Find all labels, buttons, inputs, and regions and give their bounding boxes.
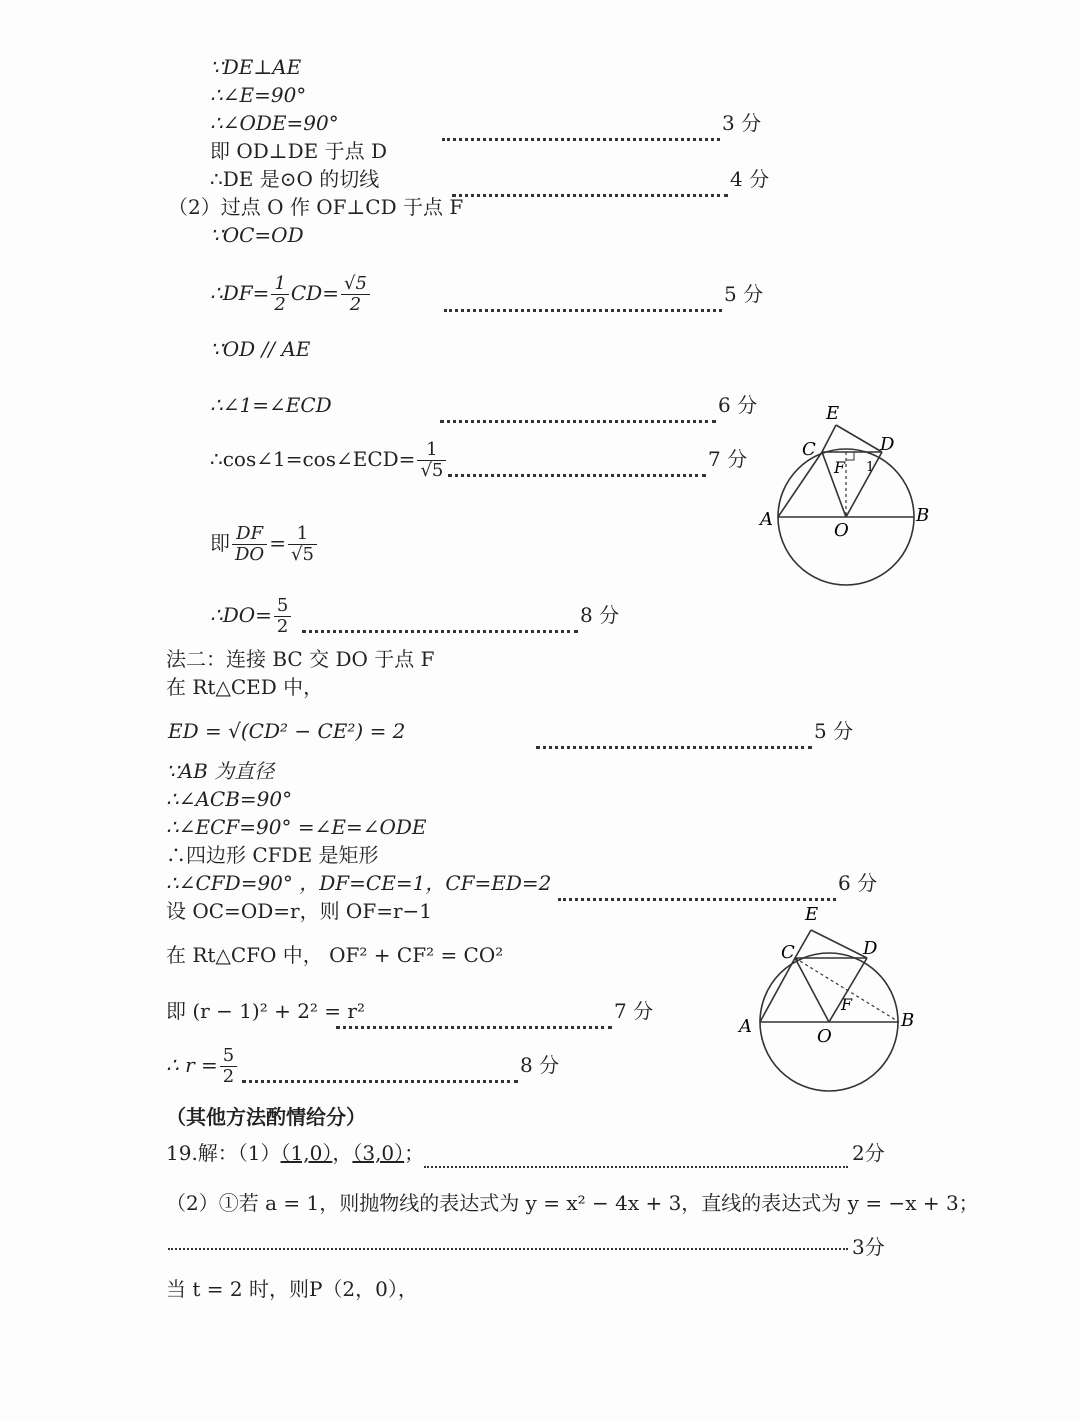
method2-cfd: ∴∠CFD=90° ，DF=CE=1，CF=ED=2: [166, 871, 552, 895]
label-d: D: [880, 434, 895, 455]
fraction-half: [271, 274, 288, 315]
method2-pythagoras: 在 Rt△CFO 中， OF² + CF² = CO²: [166, 943, 504, 967]
line-de-perp-ae: ∵DE⊥AE: [210, 55, 302, 79]
method2-score-8: 8 分: [520, 1053, 560, 1077]
q19-answer-2: （3,0）: [352, 1141, 405, 1165]
ji-prefix: 即: [210, 531, 230, 555]
leader-dots: [558, 872, 836, 901]
label-1: 1: [866, 460, 875, 475]
method2-line2: 在 Rt△CED 中，: [166, 675, 324, 699]
label-f: F: [841, 995, 853, 1014]
q19-score-2: 2分: [852, 1141, 885, 1165]
frac-den: 2: [222, 1066, 235, 1087]
segment-ce: [822, 425, 836, 452]
label-a: A: [739, 1016, 752, 1037]
label-o: O: [834, 520, 849, 541]
fraction-1-over-root5: [417, 440, 446, 481]
label-c: C: [802, 439, 816, 460]
leader-dots: [168, 1222, 848, 1250]
segment-co: [795, 958, 829, 1022]
fraction-5-over-2: [274, 596, 291, 637]
leader-dots: [242, 1054, 518, 1083]
fraction-1-over-root5: [288, 524, 317, 565]
leader-dots: [336, 1000, 612, 1029]
leader-dots: [302, 604, 578, 633]
method2-score-5: 5 分: [814, 719, 854, 743]
do-prefix: ∴DO=: [210, 603, 272, 627]
segment-ce: [795, 930, 811, 958]
leader-dots: [442, 112, 720, 141]
geometry-figure-1: [750, 395, 950, 595]
frac-num: 1: [288, 524, 317, 545]
segment-ac: [760, 958, 795, 1022]
label-e: E: [826, 403, 840, 424]
score-6: 6 分: [718, 393, 758, 417]
q19-prefix: 19.解：（1）: [166, 1141, 281, 1165]
frac-den: 2: [274, 294, 286, 315]
line-tangent: ∴DE 是⊙O 的切线: [210, 167, 380, 191]
method2-r-value: [166, 1042, 239, 1088]
df-prefix: ∴DF=: [210, 281, 270, 305]
method2-ed: ED = √(CD² − CE²) = 2: [168, 719, 406, 743]
line-part2: （2）过点 O 作 OF⊥CD 于点 F: [168, 195, 464, 219]
leader-dots: [444, 283, 722, 312]
fraction-root5-over-2: [341, 274, 370, 315]
q19-part2: （2）①若 a = 1，则抛物线的表达式为 y = x² − 4x + 3，直线的表达式为 y = −x + 3；: [166, 1191, 979, 1215]
method2-score-6: 6 分: [838, 871, 878, 895]
label-o: O: [817, 1026, 832, 1047]
q19-answer-1: （1,0）: [280, 1141, 333, 1165]
score-3: 3 分: [722, 111, 762, 135]
leader-dots: [440, 394, 716, 423]
frac-num: DF: [232, 524, 267, 545]
segment-ac: [778, 452, 822, 517]
score-4: 4 分: [730, 167, 770, 191]
cos-prefix: ∴cos∠1=cos∠ECD=: [210, 447, 416, 471]
line-od-perp-de: 即 OD⊥DE 于点 D: [210, 139, 387, 163]
method2-acb: ∴∠ACB=90°: [166, 787, 293, 811]
segment-do: [846, 452, 882, 517]
fraction-df-do: [232, 524, 267, 565]
frac-den: √5: [420, 460, 444, 481]
q19-end: ；: [404, 1141, 425, 1165]
leader-dots: [424, 1140, 848, 1168]
method2-rectangle: ∴四边形 CFDE 是矩形: [166, 843, 379, 867]
q19-separator: ，: [332, 1141, 353, 1165]
frac-den: 2: [276, 616, 289, 637]
line-angle1: ∴∠1=∠ECD: [210, 393, 332, 417]
frac-num: √5: [341, 274, 370, 295]
right-angle-mark: [846, 452, 854, 460]
line-angle-e: ∴∠E=90°: [210, 83, 307, 107]
score-5: 5 分: [724, 282, 764, 306]
method2-ecf: ∴∠ECF=90° =∠E=∠ODE: [166, 815, 427, 839]
frac-num: 5: [220, 1046, 237, 1067]
method2-let-r: 设 OC=OD=r，则 OF=r−1: [166, 899, 432, 923]
score-7: 7 分: [708, 447, 748, 471]
method2-diameter: ∵AB 为直径: [166, 759, 275, 783]
label-e: E: [805, 904, 819, 925]
r-prefix: ∴ r =: [166, 1053, 218, 1077]
q19-t-equals-2: 当 t = 2 时，则P（2，0），: [166, 1277, 418, 1301]
method2-equation: 即 (r − 1)² + 2² = r²: [166, 999, 366, 1023]
frac-den: 2: [349, 294, 362, 315]
other-methods-note: （其他方法酌情给分）: [166, 1105, 366, 1129]
df-mid: CD=: [290, 281, 339, 305]
frac-num: 1: [417, 440, 446, 461]
equals: =: [269, 531, 286, 555]
segment-ed: [836, 425, 882, 452]
frac-den: √5: [290, 544, 314, 565]
label-c: C: [781, 942, 795, 963]
frac-num: 5: [274, 596, 291, 617]
method2-title: 法二：连接 BC 交 DO 于点 F: [166, 647, 435, 671]
leader-dots: [448, 448, 706, 477]
label-b: B: [916, 505, 930, 526]
line-df-over-do: [210, 520, 319, 566]
leader-dots: [452, 168, 728, 197]
line-df: [210, 270, 372, 316]
line-angle-ode: ∴∠ODE=90°: [210, 111, 339, 135]
leader-dots: [536, 720, 812, 749]
q19-part1: [166, 1140, 424, 1166]
label-b: B: [901, 1010, 915, 1031]
frac-num: 1: [271, 274, 288, 295]
score-8: 8 分: [580, 603, 620, 627]
label-d: D: [863, 938, 878, 959]
geometry-figure-2: [735, 898, 935, 1098]
line-do-value: [210, 592, 293, 638]
line-cos: [210, 436, 448, 482]
fraction-5-over-2: [220, 1046, 237, 1087]
line-od-parallel: ∵OD // AE: [210, 337, 311, 361]
line-oc-od: ∵OC=OD: [210, 223, 304, 247]
label-a: A: [760, 509, 773, 530]
frac-den: DO: [235, 544, 265, 565]
q19-score-3: 3分: [852, 1235, 885, 1259]
label-f: F: [834, 458, 846, 477]
method2-score-7: 7 分: [614, 999, 654, 1023]
